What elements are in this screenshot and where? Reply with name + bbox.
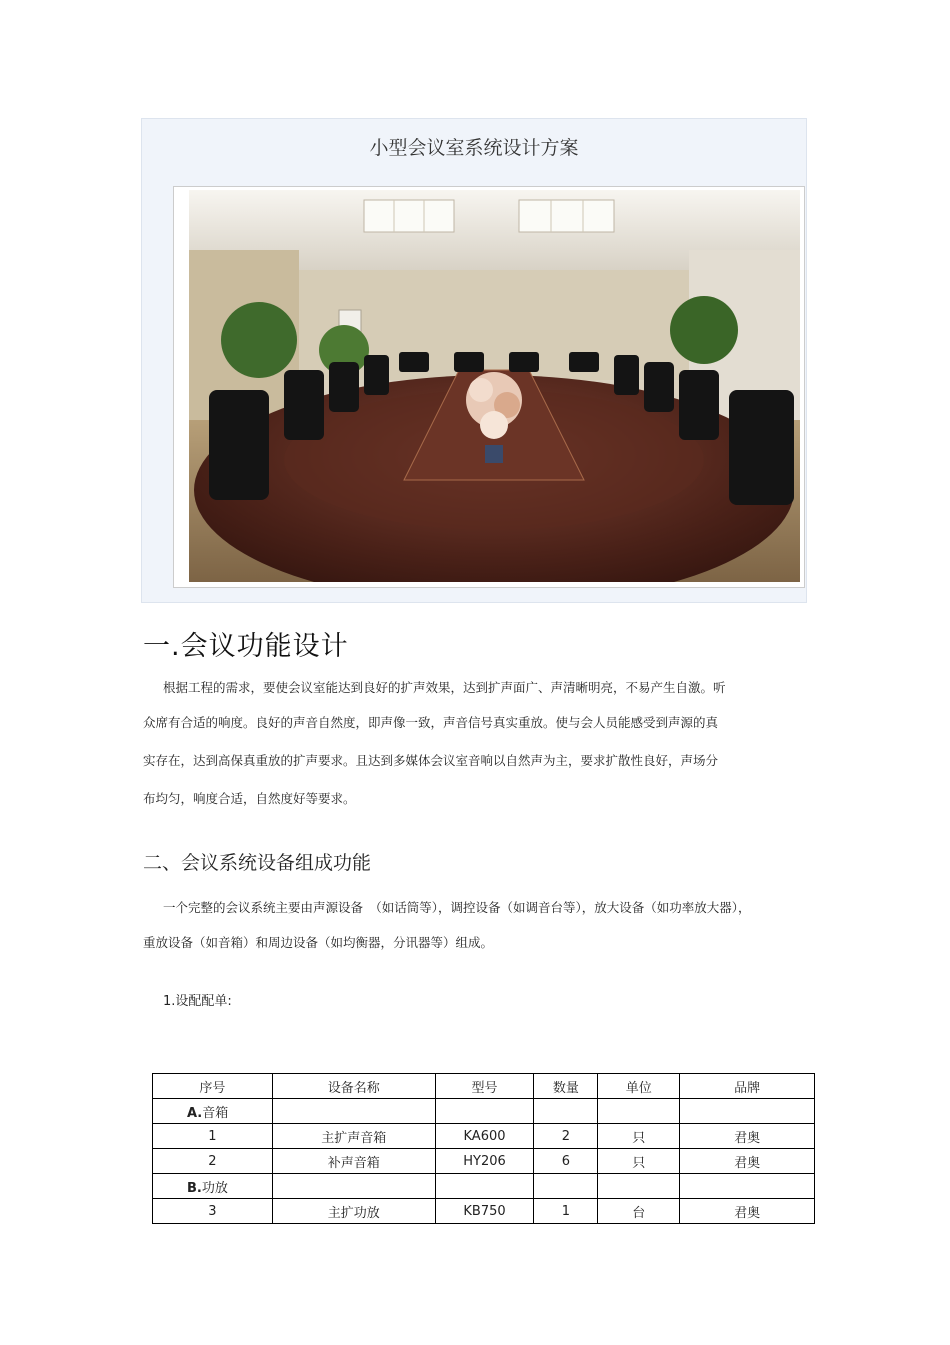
conference-room-photo: [189, 190, 800, 582]
table-cell: 主扩声音箱: [272, 1124, 435, 1149]
table-cell: KA600: [435, 1124, 534, 1149]
group-label: B.功放: [153, 1174, 273, 1199]
table-cell: 台: [598, 1199, 680, 1224]
table-cell: 1: [153, 1124, 273, 1149]
section-1-heading: 一.会议功能设计: [143, 631, 349, 662]
table-cell: 补声音箱: [272, 1149, 435, 1174]
table-header-row: [153, 1074, 815, 1099]
section-2-line: 一个完整的会议系统主要由声源设备 （如话筒等），调控设备（如调音台等），放大设备（如功率放大器），: [163, 900, 751, 915]
table-cell: 只: [598, 1124, 680, 1149]
table-row: [153, 1199, 815, 1224]
header-cell: 品牌: [680, 1074, 815, 1099]
table-cell: 君奥: [680, 1124, 815, 1149]
table-cell: 3: [153, 1199, 273, 1224]
table-cell: KB750: [435, 1199, 534, 1224]
table-cell: 主扩功放: [272, 1199, 435, 1224]
header-cell: 单位: [598, 1074, 680, 1099]
header-cell: 型号: [435, 1074, 534, 1099]
photo-frame: [173, 186, 805, 588]
table-row: [153, 1149, 815, 1174]
section-1-line: 布均匀，响度合适，自然度好等要求。: [143, 791, 356, 806]
table-cell: 2: [534, 1124, 598, 1149]
table-cell: 6: [534, 1149, 598, 1174]
document-title: 小型会议室系统设计方案: [369, 137, 579, 159]
header-cell: 设备名称: [272, 1074, 435, 1099]
table-cell: 君奥: [680, 1149, 815, 1174]
header-cell: 数量: [534, 1074, 598, 1099]
table-group-row: [153, 1099, 815, 1124]
section-1-line: 实存在，达到高保真重放的扩声要求。且达到多媒体会议室音响以自然声为主，要求扩散性良好，声场分: [143, 753, 719, 768]
group-label: A.音箱: [153, 1099, 273, 1124]
section-2-heading: 二、会议系统设备组成功能: [143, 852, 372, 874]
section-1-line: 根据工程的需求，要使会议室能达到良好的扩声效果，达到扩声面广、声清晰明亮，不易产生自激。听: [163, 680, 726, 695]
table-cell: 只: [598, 1149, 680, 1174]
title-banner: [141, 118, 807, 603]
table-cell: 1: [534, 1199, 598, 1224]
table-cell: HY206: [435, 1149, 534, 1174]
header-cell: 序号: [153, 1074, 273, 1099]
table-group-row: [153, 1174, 815, 1199]
equipment-table: [152, 1073, 815, 1224]
equipment-list-heading: 1.设配配单:: [163, 994, 232, 1009]
table-cell: 君奥: [680, 1199, 815, 1224]
table-cell: 2: [153, 1149, 273, 1174]
table-row: [153, 1124, 815, 1149]
section-1-line: 众席有合适的响度。良好的声音自然度，即声像一致，声音信号真实重放。使与会人员能感受到声源的真: [143, 715, 719, 730]
section-2-line: 重放设备（如音箱）和周边设备（如均衡器，分讯器等）组成。: [143, 935, 494, 950]
